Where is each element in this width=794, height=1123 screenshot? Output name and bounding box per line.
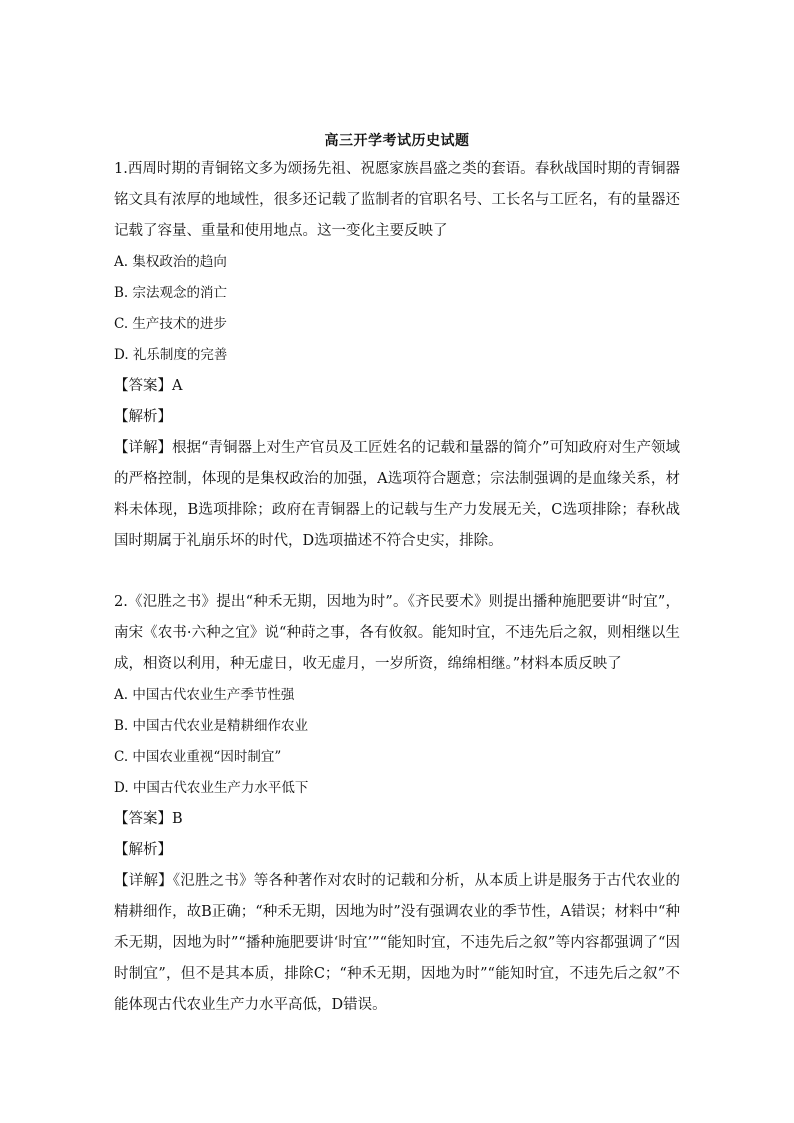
document-page bbox=[114, 130, 680, 1021]
question-1-answer: 【答案】A bbox=[114, 378, 183, 394]
question-2-analysis-label: 【解析】 bbox=[114, 842, 172, 858]
question-2-detail: 【详解】《氾胜之书》等各种著作对农时的记载和分析，从本质上讲是服务于古代农业的精耕细作，故B正确；“种禾无期，因地为时”没有强调农业的季节性，A错误；材料中“种禾无期，因地为时”“播种施肥要讲‘时宜’”“能知时宜，不违先后之叙”等内容都强调了“因时制宜”，但不是其本质，排除C；“种禾无期，因地为时”“能知时宜，不违先后之叙”不能体现古代农业生产力水平高低，D错误。 bbox=[114, 873, 680, 1013]
section-spacer bbox=[114, 557, 680, 587]
question-2-option-d: D. 中国古代农业生产力水平低下 bbox=[114, 780, 309, 796]
question-1-option-c: C. 生产技术的进步 bbox=[114, 316, 227, 332]
document-title: 高三开学考试历史试题 bbox=[324, 133, 470, 149]
question-2-answer: 【答案】B bbox=[114, 811, 183, 827]
question-1 bbox=[114, 154, 680, 557]
question-1-analysis-label: 【解析】 bbox=[114, 409, 172, 425]
question-2-option-c: C. 中国农业重视“因时制宜” bbox=[114, 749, 282, 765]
question-1-detail: 【详解】根据“青铜器上对生产官员及工匠姓名的记载和量器的简介”可知政府对生产领域的严格控制，体现的是集权政治的加强，A选项符合题意；宗法制强调的是血缘关系，材料未体现，B选项排除；政府在青铜器上的记载与生产力发展无关，C选项排除；春秋战国时期属于礼崩乐坏的时代，D选项描述不符合史实，排除。 bbox=[114, 440, 680, 549]
question-1-stem: 1.西周时期的青铜铭文多为颂扬先祖、祝愿家族昌盛之类的套语。春秋战国时期的青铜器铭文具有浓厚的地域性，很多还记载了监制者的官职名号、工长名与工匠名，有的量器还记载了容量、重量和使用地点。这一变化主要反映了 bbox=[114, 161, 680, 239]
question-2 bbox=[114, 587, 680, 1021]
question-1-option-b: B. 宗法观念的消亡 bbox=[114, 285, 228, 301]
question-2-stem: 2.《氾胜之书》提出“种禾无期，因地为时”。《齐民要术》则提出播种施肥要讲“时宜”，南宋《农书·六种之宜》说“种莳之事，各有攸叙。能知时宜，不违先后之叙，则相继以生成，相资以利用，种无虚日，收无虚月，一岁所资，绵绵相继。”材料本质反映了 bbox=[114, 594, 680, 672]
question-1-option-d: D. 礼乐制度的完善 bbox=[114, 347, 228, 363]
question-1-option-a: A. 集权政治的趋向 bbox=[114, 254, 227, 270]
question-2-option-b: B. 中国古代农业是精耕细作农业 bbox=[114, 718, 309, 734]
question-2-option-a: A. 中国古代农业生产季节性强 bbox=[114, 687, 295, 703]
